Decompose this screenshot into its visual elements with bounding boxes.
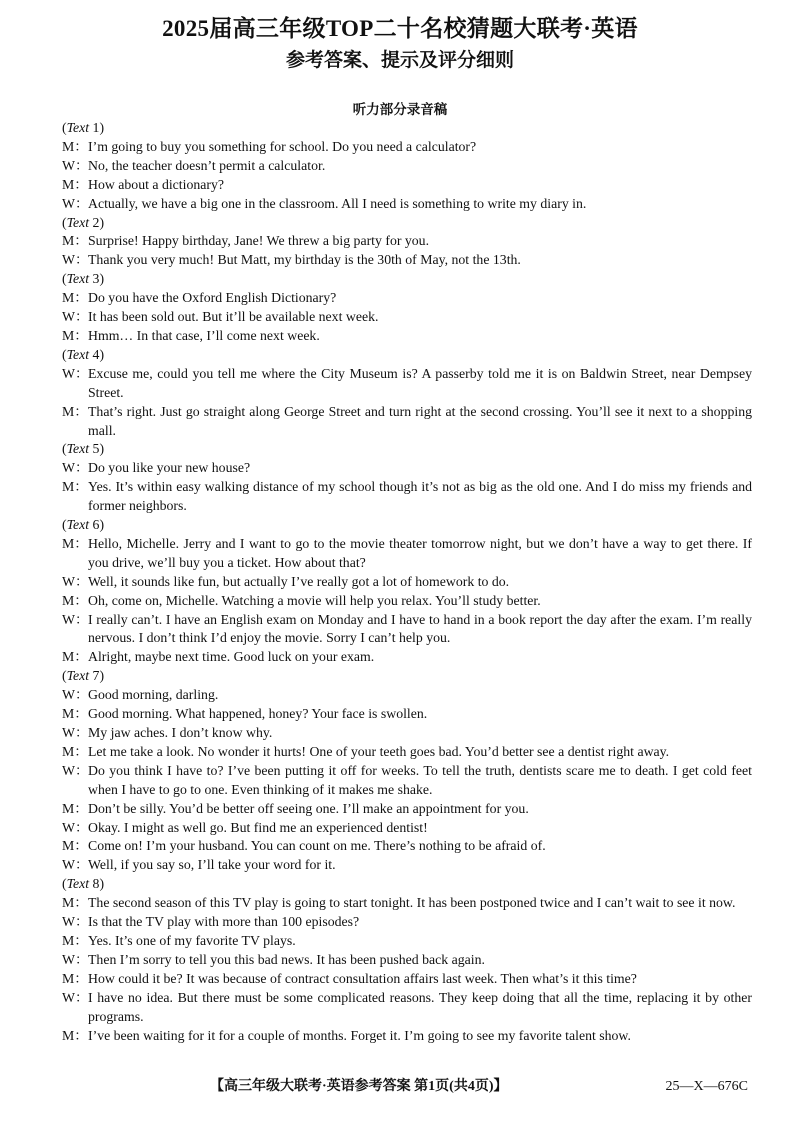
dialogue-line bbox=[62, 989, 752, 1027]
dialogue-text: I’m going to buy you something for school. Do you need a calculator? bbox=[88, 138, 477, 154]
text-label-word: Text bbox=[66, 668, 90, 684]
dialogue-line bbox=[62, 932, 752, 951]
speaker-label: M： bbox=[62, 800, 89, 816]
dialogue-text: Then I’m sorry to tell you this bad news. It has been pushed back again. bbox=[88, 951, 485, 967]
text-label bbox=[62, 875, 752, 894]
text-label-word: Text bbox=[66, 517, 90, 533]
text-label-word: Text bbox=[66, 120, 90, 135]
document-title: 2025届高三年级TOP二十名校猜题大联考·英语 bbox=[162, 16, 638, 41]
dialogue-line bbox=[62, 195, 752, 214]
dialogue-text: Hello, Michelle. Jerry and I want to go to the movie theater tomorrow night, but we don’t have a way to get there. If you drive, we’ll buy you a ticket. How about that? bbox=[88, 535, 752, 570]
speaker-label: M： bbox=[62, 649, 89, 665]
dialogue-line bbox=[62, 724, 752, 743]
speaker-label: M： bbox=[62, 932, 89, 948]
speaker-label: W： bbox=[62, 914, 89, 930]
text-label-open: ( bbox=[62, 346, 67, 362]
dialogue-line bbox=[62, 459, 752, 478]
dialogue-text: Come on! I’m your husband. You can count on me. There’s nothing to be afraid of. bbox=[88, 838, 546, 854]
speaker-label: M： bbox=[62, 233, 89, 249]
dialogue-line bbox=[62, 327, 752, 346]
dialogue-line bbox=[62, 648, 752, 667]
text-label-number: 8) bbox=[89, 876, 105, 892]
speaker-label: M： bbox=[62, 479, 89, 495]
dialogue-text: Alright, maybe next time. Good luck on your exam. bbox=[88, 649, 375, 665]
dialogue-line bbox=[62, 743, 752, 762]
text-label-open: ( bbox=[62, 517, 67, 533]
dialogue-text: Do you have the Oxford English Dictionary? bbox=[88, 290, 337, 306]
text-label bbox=[62, 270, 752, 289]
dialogue-text: Okay. I might as well go. But find me an experienced dentist! bbox=[88, 819, 428, 835]
dialogue-text: Hmm… In that case, I’ll come next week. bbox=[88, 327, 320, 343]
dialogue-text: How about a dictionary? bbox=[88, 176, 225, 192]
dialogue-line bbox=[62, 1027, 752, 1046]
speaker-label: W： bbox=[62, 365, 89, 381]
speaker-label: M： bbox=[62, 403, 89, 419]
dialogue-line bbox=[62, 970, 752, 989]
speaker-label: M： bbox=[62, 138, 89, 154]
dialogue-text: Let me take a look. No wonder it hurts! One of your teeth goes bad. You’d better see a dentist right away. bbox=[88, 743, 670, 759]
text-label bbox=[62, 667, 752, 686]
text-label bbox=[62, 440, 752, 459]
dialogue-text: Is that the TV play with more than 100 episodes? bbox=[88, 914, 360, 930]
dialogue-line bbox=[62, 251, 752, 270]
text-label-word: Text bbox=[66, 876, 90, 892]
dialogue-text: Thank you very much! But Matt, my birthday is the 30th of May, not the 13th. bbox=[88, 252, 521, 268]
footer-exam-code: 25—X—676C bbox=[665, 1079, 748, 1094]
dialogue-text: I have no idea. But there must be some complicated reasons. They keep doing that all the time, replacing it by other programs. bbox=[88, 989, 752, 1024]
dialogue-line bbox=[62, 403, 752, 441]
text-label-number: 4) bbox=[89, 346, 105, 362]
dialogue-line bbox=[62, 365, 752, 403]
dialogue-line bbox=[62, 951, 752, 970]
dialogue-line bbox=[62, 535, 752, 573]
speaker-label: W： bbox=[62, 573, 89, 589]
dialogue-text: Actually, we have a big one in the classroom. All I need is something to write my diary in. bbox=[88, 195, 587, 211]
text-label-number: 5) bbox=[89, 441, 105, 457]
dialogue-line bbox=[62, 913, 752, 932]
dialogue-line bbox=[62, 800, 752, 819]
transcript-body bbox=[62, 119, 752, 1045]
section-title: 听力部分录音稿 bbox=[352, 102, 448, 117]
dialogue-text: The second season of this TV play is going to start tonight. It has been postponed twice and I can’t wait to see it now. bbox=[88, 895, 736, 911]
dialogue-text: Yes. It’s one of my favorite TV plays. bbox=[88, 932, 296, 948]
dialogue-text: Do you like your new house? bbox=[88, 460, 251, 476]
speaker-label: W： bbox=[62, 611, 89, 627]
dialogue-text: That’s right. Just go straight along George Street and turn right at the second crossing. You’ll see it next to a shopping mall. bbox=[88, 403, 752, 438]
text-label-open: ( bbox=[62, 214, 67, 230]
speaker-label: M： bbox=[62, 535, 89, 551]
dialogue-line bbox=[62, 176, 752, 195]
page-footer bbox=[0, 1076, 800, 1098]
speaker-label: M： bbox=[62, 327, 89, 343]
text-label bbox=[62, 214, 752, 233]
dialogue-line bbox=[62, 289, 752, 308]
text-label-open: ( bbox=[62, 876, 67, 892]
speaker-label: M： bbox=[62, 743, 89, 759]
dialogue-text: How could it be? It was because of contract consultation affairs last week. Then what’s it this time? bbox=[88, 970, 637, 986]
dialogue-line bbox=[62, 138, 752, 157]
dialogue-text: Surprise! Happy birthday, Jane! We threw a big party for you. bbox=[88, 233, 430, 249]
speaker-label: M： bbox=[62, 592, 89, 608]
dialogue-line bbox=[62, 308, 752, 327]
dialogue-line bbox=[62, 894, 752, 913]
text-label-number: 7) bbox=[89, 668, 105, 684]
speaker-label: W： bbox=[62, 762, 89, 778]
dialogue-text: Good morning. What happened, honey? Your face is swollen. bbox=[88, 706, 428, 722]
dialogue-line bbox=[62, 573, 752, 592]
dialogue-text: Well, if you say so, I’ll take your word for it. bbox=[88, 857, 336, 873]
dialogue-line bbox=[62, 819, 752, 838]
text-label-open: ( bbox=[62, 120, 67, 135]
dialogue-line bbox=[62, 592, 752, 611]
speaker-label: W： bbox=[62, 195, 89, 211]
dialogue-line bbox=[62, 232, 752, 251]
speaker-label: M： bbox=[62, 970, 89, 986]
dialogue-text: My jaw aches. I don’t know why. bbox=[88, 725, 273, 740]
text-label-open: ( bbox=[62, 271, 67, 287]
speaker-label: M： bbox=[62, 838, 89, 854]
document-subtitle: 参考答案、提示及评分细则 bbox=[285, 50, 514, 71]
dialogue-text: Don’t be silly. You’d be better off seeing one. I’ll make an appointment for you. bbox=[88, 800, 529, 816]
speaker-label: W： bbox=[62, 460, 89, 476]
text-label-word: Text bbox=[66, 346, 90, 362]
speaker-label: M： bbox=[62, 1027, 89, 1043]
text-label-word: Text bbox=[66, 214, 90, 230]
dialogue-text: Excuse me, could you tell me where the City Museum is? A passerby told me it is on Baldwin Street, near Dempsey Street. bbox=[88, 365, 752, 400]
text-label bbox=[62, 119, 752, 138]
speaker-label: M： bbox=[62, 290, 89, 306]
footer-page-info: 【高三年级大联考·英语参考答案 第1页(共4页)】 bbox=[210, 1079, 508, 1094]
dialogue-line bbox=[62, 837, 752, 856]
dialogue-line bbox=[62, 478, 752, 516]
speaker-label: W： bbox=[62, 687, 89, 703]
dialogue-line bbox=[62, 762, 752, 800]
dialogue-text: Yes. It’s within easy walking distance of my school though it’s not as big as the old one. And I do miss my friends and former neighbors. bbox=[88, 479, 752, 514]
dialogue-text: Good morning, darling. bbox=[88, 687, 219, 703]
dialogue-text: Well, it sounds like fun, but actually I’ve really got a lot of homework to do. bbox=[88, 573, 510, 589]
dialogue-text: No, the teacher doesn’t permit a calculator. bbox=[88, 157, 326, 173]
speaker-label: W： bbox=[62, 951, 89, 967]
speaker-label: M： bbox=[62, 176, 89, 192]
dialogue-line bbox=[62, 705, 752, 724]
speaker-label: W： bbox=[62, 989, 89, 1005]
text-label-number: 6) bbox=[89, 517, 105, 533]
text-label-number: 2) bbox=[89, 214, 105, 230]
text-label-open: ( bbox=[62, 668, 67, 684]
speaker-label: W： bbox=[62, 857, 89, 873]
dialogue-line bbox=[62, 611, 752, 649]
speaker-label: M： bbox=[62, 706, 89, 722]
text-label bbox=[62, 516, 752, 535]
speaker-label: W： bbox=[62, 725, 89, 740]
dialogue-line bbox=[62, 157, 752, 176]
speaker-label: W： bbox=[62, 252, 89, 268]
text-label-number: 3) bbox=[89, 271, 105, 287]
dialogue-text: I’ve been waiting for it for a couple of months. Forget it. I’m going to see my favorite talent show. bbox=[88, 1027, 631, 1043]
text-label-open: ( bbox=[62, 441, 67, 457]
dialogue-text: Do you think I have to? I’ve been putting it off for weeks. To tell the truth, dentists scare me to death. I get cold feet when I have to go to one. Even thinking of it makes me shake. bbox=[88, 762, 752, 797]
text-label-word: Text bbox=[66, 441, 90, 457]
speaker-label: W： bbox=[62, 309, 89, 325]
dialogue-line bbox=[62, 856, 752, 875]
speaker-label: W： bbox=[62, 819, 89, 835]
text-label-word: Text bbox=[66, 271, 90, 287]
dialogue-text: Oh, come on, Michelle. Watching a movie will help you relax. You’ll study better. bbox=[88, 592, 541, 608]
speaker-label: W： bbox=[62, 157, 89, 173]
speaker-label: M： bbox=[62, 895, 89, 911]
dialogue-line bbox=[62, 686, 752, 705]
document-header bbox=[0, 14, 800, 74]
dialogue-text: It has been sold out. But it’ll be available next week. bbox=[88, 309, 379, 325]
dialogue-text: I really can’t. I have an English exam on Monday and I have to hand in a book report the day after the exam. I’m really nervous. I don’t think I’d enjoy the movie. Sorry I can’t help you. bbox=[88, 611, 752, 646]
text-label bbox=[62, 346, 752, 365]
text-label-number: 1) bbox=[89, 120, 105, 135]
